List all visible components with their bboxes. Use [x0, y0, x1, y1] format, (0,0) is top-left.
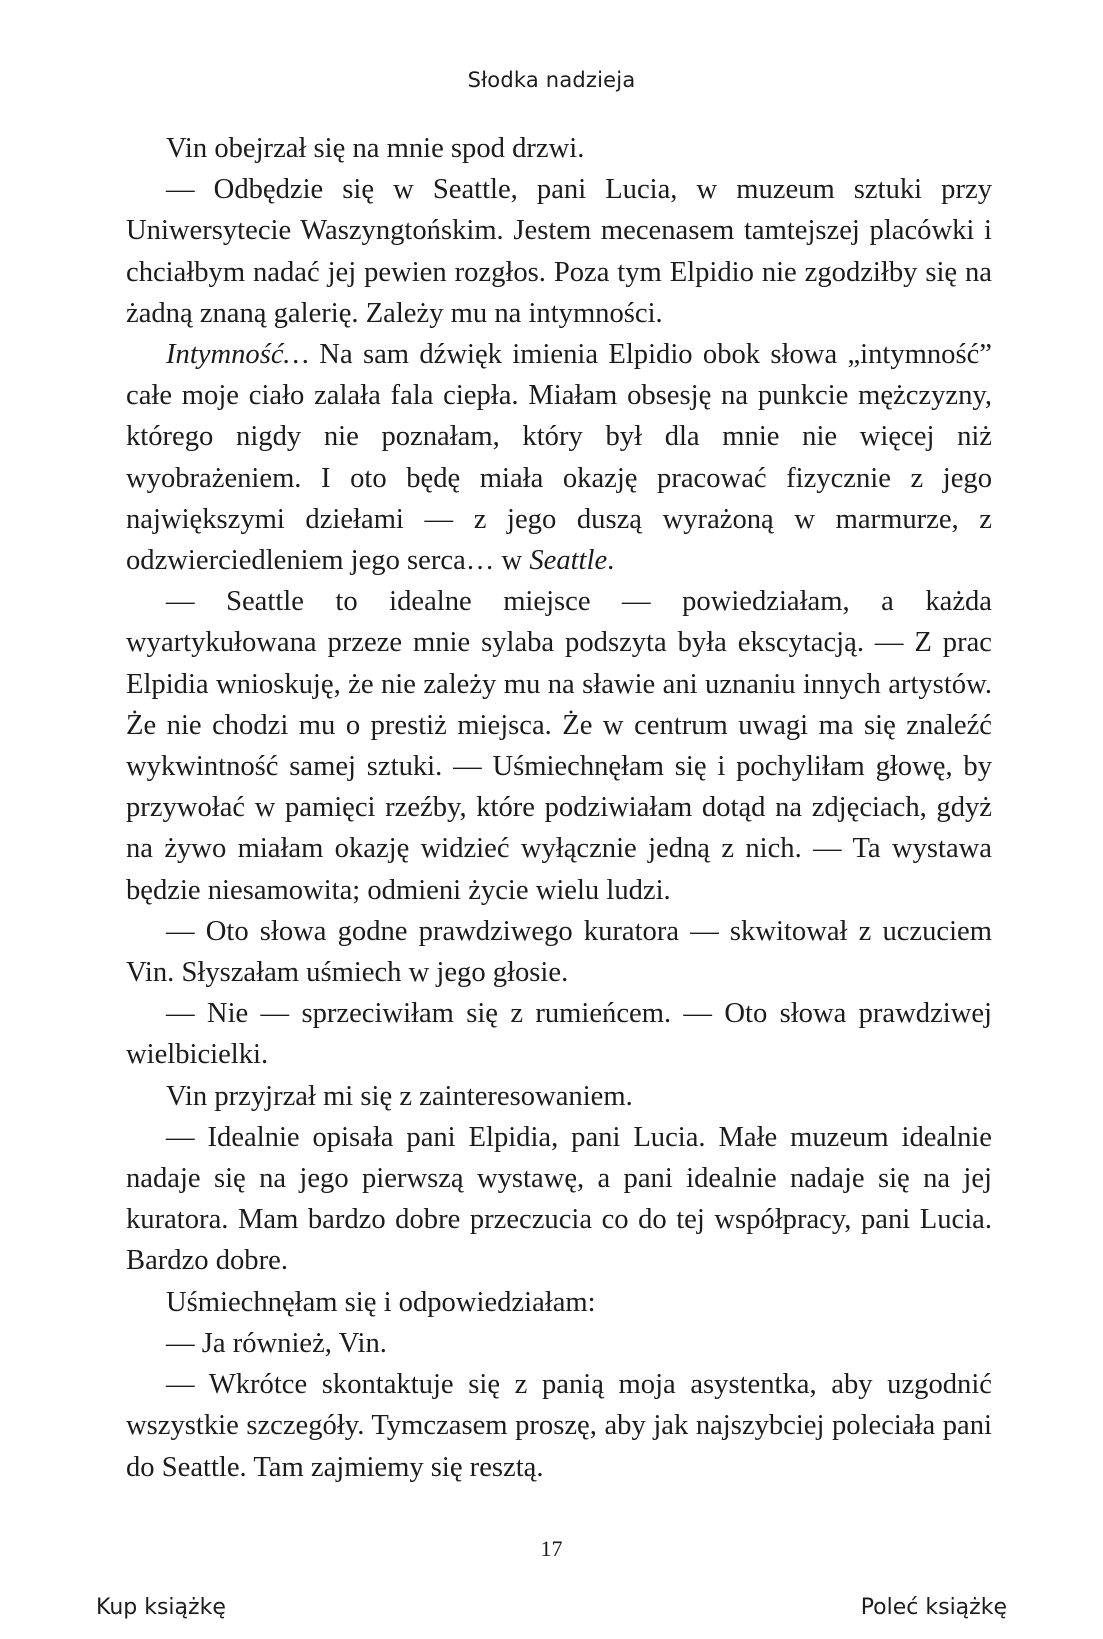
text-run: — Ja również, Vin. — [166, 1327, 387, 1359]
text-run: — Idealnie opisała pani Elpidia, pani Lucia. Małe muzeum idealnie nadaje się na jego pierwszą wystawę, a pani idealnie nadaje się na jej kuratora. Mam bardzo dobre przeczucia co do tej współpracy, pani Lucia. Bardzo dobre. — [126, 1121, 992, 1277]
paragraph — [126, 1282, 992, 1323]
running-head: Słodka nadzieja — [467, 68, 636, 92]
paragraph — [126, 993, 992, 1075]
paragraph — [126, 334, 992, 581]
text-run: Vin obejrzał się na mnie spod drzwi. — [166, 133, 585, 164]
paragraph — [126, 1364, 992, 1488]
paragraph — [126, 128, 992, 169]
text-run: Vin przyjrzał mi się z zainteresowaniem. — [166, 1080, 633, 1112]
text-run: Uśmiechnęłam się i odpowiedziałam: — [166, 1286, 596, 1318]
body-text — [126, 128, 992, 1488]
italic-text: Seattle — [529, 545, 608, 577]
italic-text: Intymność… — [166, 339, 309, 371]
text-run: — Nie — sprzeciwiłam się z rumieńcem. — Oto słowa prawdziwej wielbicielki. — [126, 998, 992, 1071]
recommend-book-link[interactable]: Poleć książkę — [860, 1595, 1007, 1620]
paragraph — [126, 1117, 992, 1282]
paragraph — [126, 1076, 992, 1117]
paragraph — [126, 911, 992, 993]
text-run: — Seattle to idealne miejsce — powiedziałam, a każda wyartykułowana przeze mnie sylaba podszyta była ekscytacją. — Z prac Elpidia wnioskuję, że nie zależy mu na sławie ani uznaniu innych artystów. Że nie chodzi mu o prestiż miejsca. Że w centrum uwagi ma się znaleźć wykwintność samej sztuki. — Uśmiechnęłam się i pochyliłam głowę, by przywołać w pamięci rzeźby, które podziwiałam dotąd na zdjęciach, gdyż na żywo miałam okazję widzieć wyłącznie jedną z nich. — Ta wystawa będzie niesamowita; odmieni życie wielu ludzi. — [126, 586, 992, 906]
text-run: Na sam dźwięk imienia Elpidio obok słowa „intymność” całe moje ciało zalała fala ciepła. Miałam obsesję na punkcie mężczyzny, którego nigdy nie poznałam, który był dla mnie nie więcej niż wyobrażeniem. I oto będę miała okazję pracować fizycznie z jego największymi dziełami — z jego duszą wyrażoną w marmurze, z odzwierciedleniem jego serca… w — [126, 339, 992, 577]
paragraph — [126, 169, 992, 334]
paragraph — [126, 581, 992, 911]
text-run: — Odbędzie się w Seattle, pani Lucia, w muzeum sztuki przy Uniwersytecie Waszyngtońskim. Jestem mecenasem tamtejszej placówki i chciałbym nadać jej pewien rozgłos. Poza tym Elpidio nie zgodziłby się na żadną znaną galerię. Zależy mu na intymności. — [126, 174, 992, 329]
text-run: — Wkrótce skontaktuje się z panią moja asystentka, aby uzgodnić wszystkie szczegóły. Tymczasem proszę, aby jak najszybciej poleciała pani do Seattle. Tam zajmiemy się resztą. — [126, 1369, 992, 1483]
text-run: — Oto słowa godne prawdziwego kuratora — skwitował z uczuciem Vin. Słyszałam uśmiech w jego głosie. — [126, 915, 992, 989]
paragraph — [126, 1323, 992, 1364]
text-run: . — [607, 545, 615, 577]
buy-book-link[interactable]: Kup książkę — [96, 1595, 226, 1620]
page-number: 17 — [540, 1536, 563, 1561]
